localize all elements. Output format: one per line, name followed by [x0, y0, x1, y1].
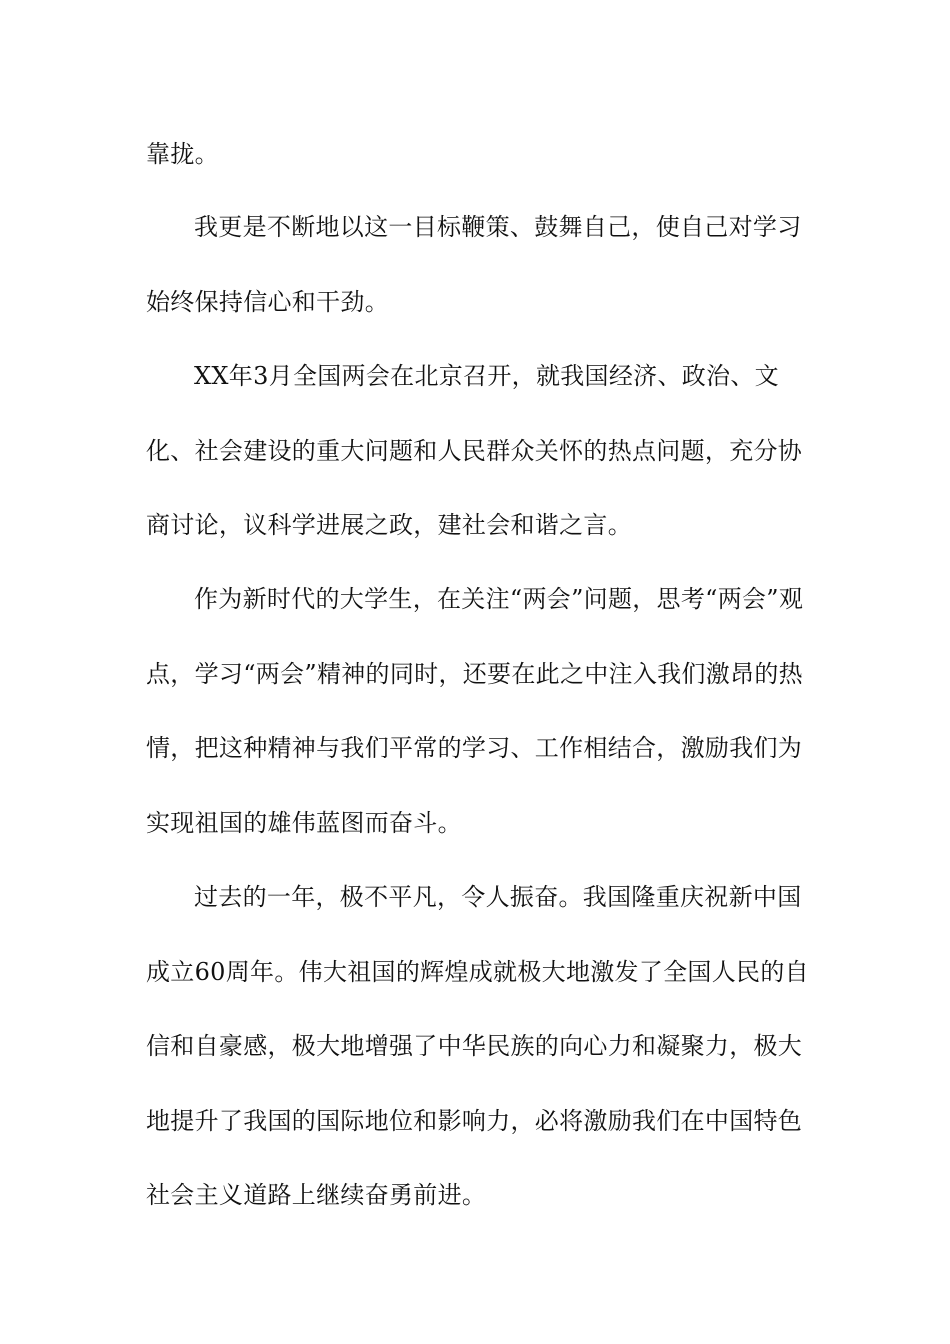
paragraph-motivation: 我更是不断地以这一目标鞭策、鼓舞自己，使自己对学习始终保持信心和干劲。 — [146, 213, 802, 316]
paragraph-college-students: 作为新时代的大学生，在关注“两会”问题，思考“两会”观点，学习“两会”精神的同时，还要在此之中注入我们激昂的热情，把这种精神与我们平常的学习、工作相结合，激励我们为实现祖国的雄伟蓝图而奋斗。 — [146, 585, 804, 837]
paragraph-continuation: 靠拢。 — [146, 140, 219, 168]
paragraph-past-year: 过去的一年，极不平凡，令人振奋。我国隆重庆祝新中国成立60周年。伟大祖国的辉煌成就极大地激发了全国人民的自信和自豪感，极大地增强了中华民族的向心力和凝聚力，极大地提升了我国的国际地位和影响力，必将激励我们在中国特色社会主义道路上继续奋勇前进。 — [146, 883, 809, 1209]
paragraph-two-sessions: XX年3月全国两会在北京召开，就我国经济、政治、文化、社会建设的重大问题和人民群众关怀的热点问题，充分协商讨论，议科学进展之政，建社会和谐之言。 — [146, 362, 803, 539]
